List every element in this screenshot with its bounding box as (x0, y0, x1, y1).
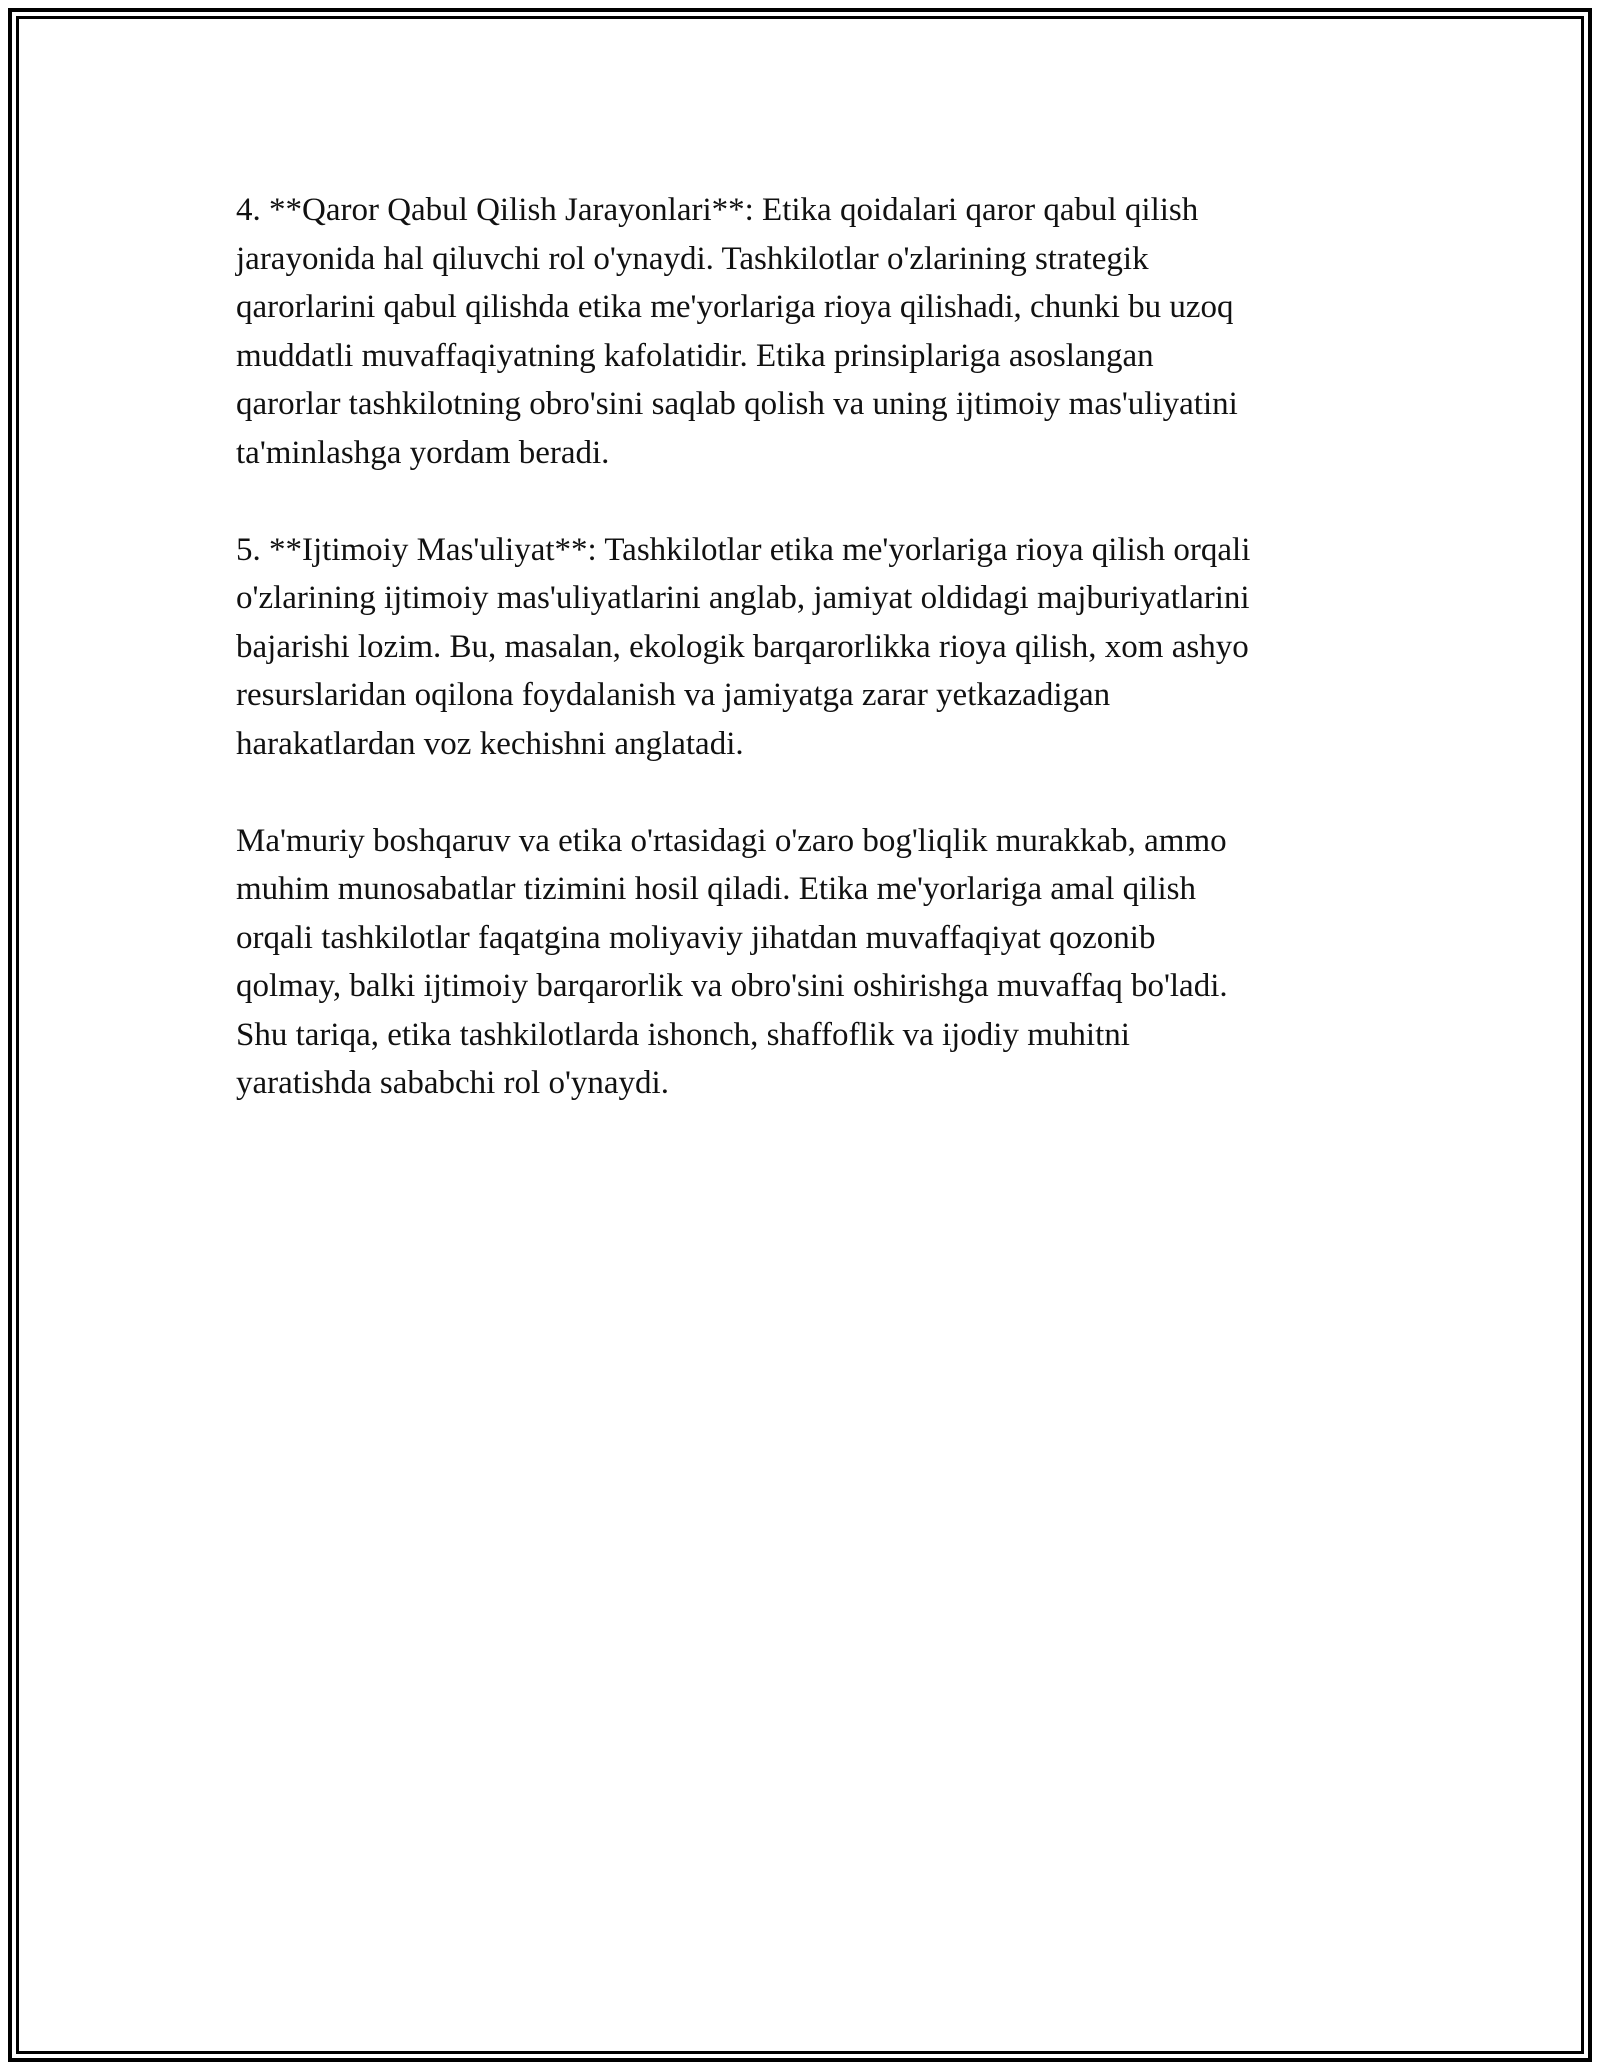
paragraph-conclusion: Ma'muriy boshqaruv va etika o'rtasidagi o'zaro bog'liqlik murakkab, ammo muhim munosabatlar tizimini hosil qiladi. Etika me'yorlariga amal qilish orqali tashkilotlar faqatgina moliyaviy jihatdan muvaffaqiyat qozonib qolmay, balki ijtimoiy barqarorlik va obro'sini oshirishga muvaffaq bo'ladi. Shu tariqa, etika tashkilotlarda ishonch, shaffoflik va ijodiy muhitni yaratishda sababchi rol o'ynaydi. (236, 822, 1228, 1101)
document-body (236, 186, 1376, 1156)
paragraph-social-responsibility: 5. **Ijtimoiy Mas'uliyat**: Tashkilotlar etika me'yorlariga rioya qilish orqali o'zlarining ijtimoiy mas'uliyatlarini anglab, jamiyat oldidagi majburiyatlarini bajarishi lozim. Bu, masalan, ekologik barqarorlikka rioya qilish, xom ashyo resurslaridan oqilona foydalanish va jamiyatga zarar yetkazadigan harakatlardan voz kechishni anglatadi. (236, 531, 1251, 762)
paragraph-decision-making: 4. **Qaror Qabul Qilish Jarayonlari**: Etika qoidalari qaror qabul qilish jarayonida hal qiluvchi rol o'ynaydi. Tashkilotlar o'zlarining strategik qarorlarini qabul qilishda etika me'yorlariga rioya qilishadi, chunki bu uzoq muddatli muvaffaqiyatning kafolatidir. Etika prinsiplariga asoslangan qarorlar tashkilotning obro'sini saqlab qolish va uning ijtimoiy mas'uliyatini ta'minlashga yordam beradi. (236, 192, 1238, 471)
